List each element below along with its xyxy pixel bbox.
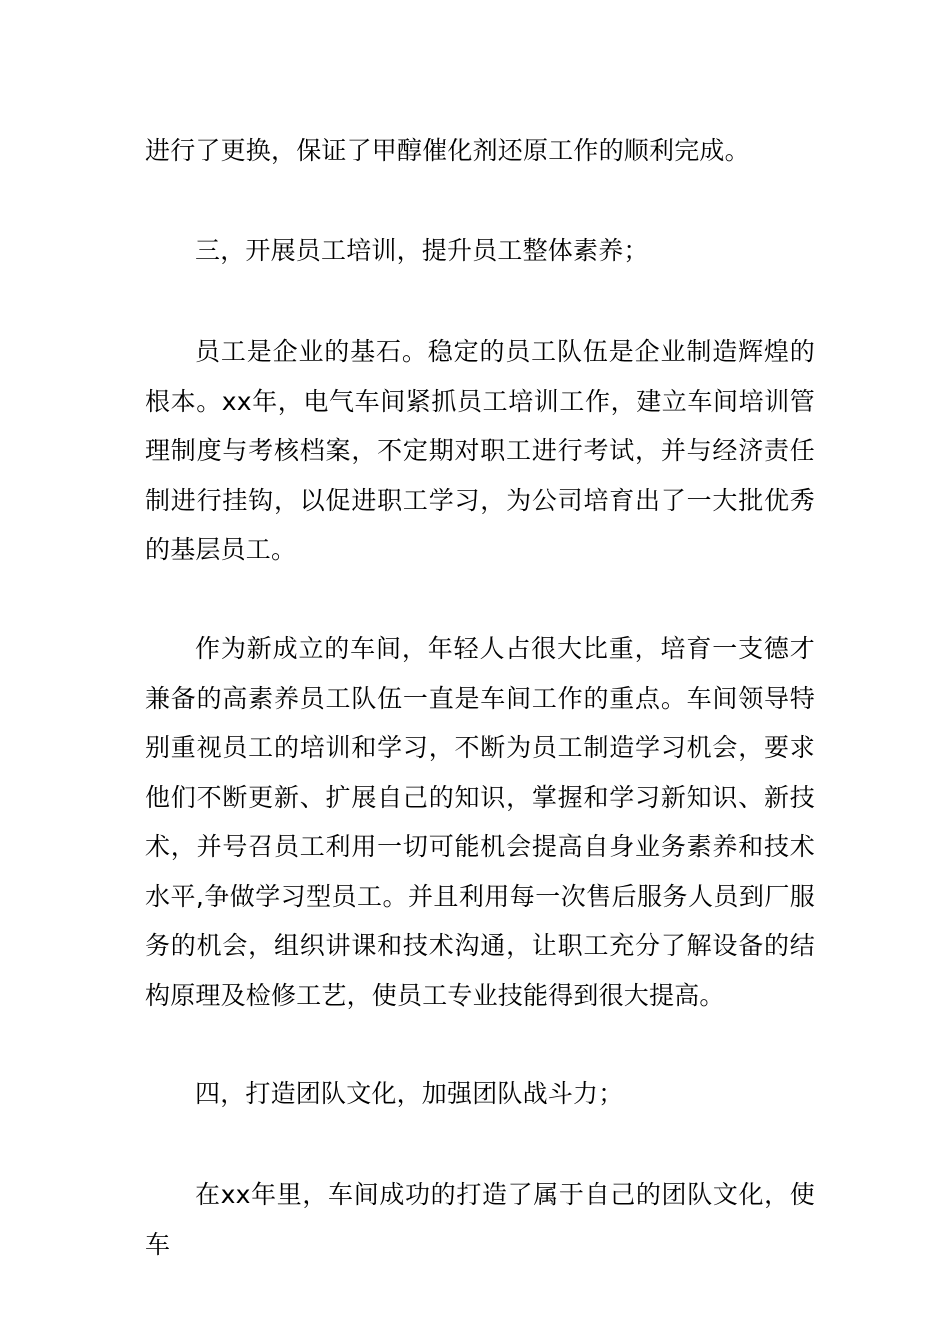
section-heading-4: 四，打造团队文化，加强团队战斗力； bbox=[195, 1079, 624, 1108]
paragraph-staff-training: 作为新成立的车间，年轻人占很大比重，培育一支德才兼备的高素养员工队伍一直是车间工作的重点。车间领导特别重视员工的培训和学习，不断为员工制造学习机会，要求他们不断更新、扩展自己的知识，掌握和学习新知识、新技术，并号召员工利用一切可能机会提高自身业务素养和技术水平,争做学习型员工。并且利用每一次售后服务人员到厂服务的机会，组织讲课和技术沟通，让职工充分了解设备的结构原理及检修工艺，使员工专业技能得到很大提高。 bbox=[145, 634, 815, 1010]
section-heading-3: 三，开展员工培训，提升员工整体素养； bbox=[195, 236, 649, 265]
paragraph-staff-foundation: 员工是企业的基石。稳定的员工队伍是企业制造辉煌的根本。xx年，电气车间紧抓员工培训工作，建立车间培训管理制度与考核档案，不定期对职工进行考试，并与经济责任制进行挂钩，以促进职工学习，为公司培育出了一大批优秀的基层员工。 bbox=[145, 337, 815, 564]
paragraph-team-culture: 在xx年里，车间成功的打造了属于自己的团队文化，使车 bbox=[145, 1180, 815, 1259]
paragraph-continuation: 进行了更换，保证了甲醇催化剂还原工作的顺利完成。 bbox=[145, 136, 750, 165]
